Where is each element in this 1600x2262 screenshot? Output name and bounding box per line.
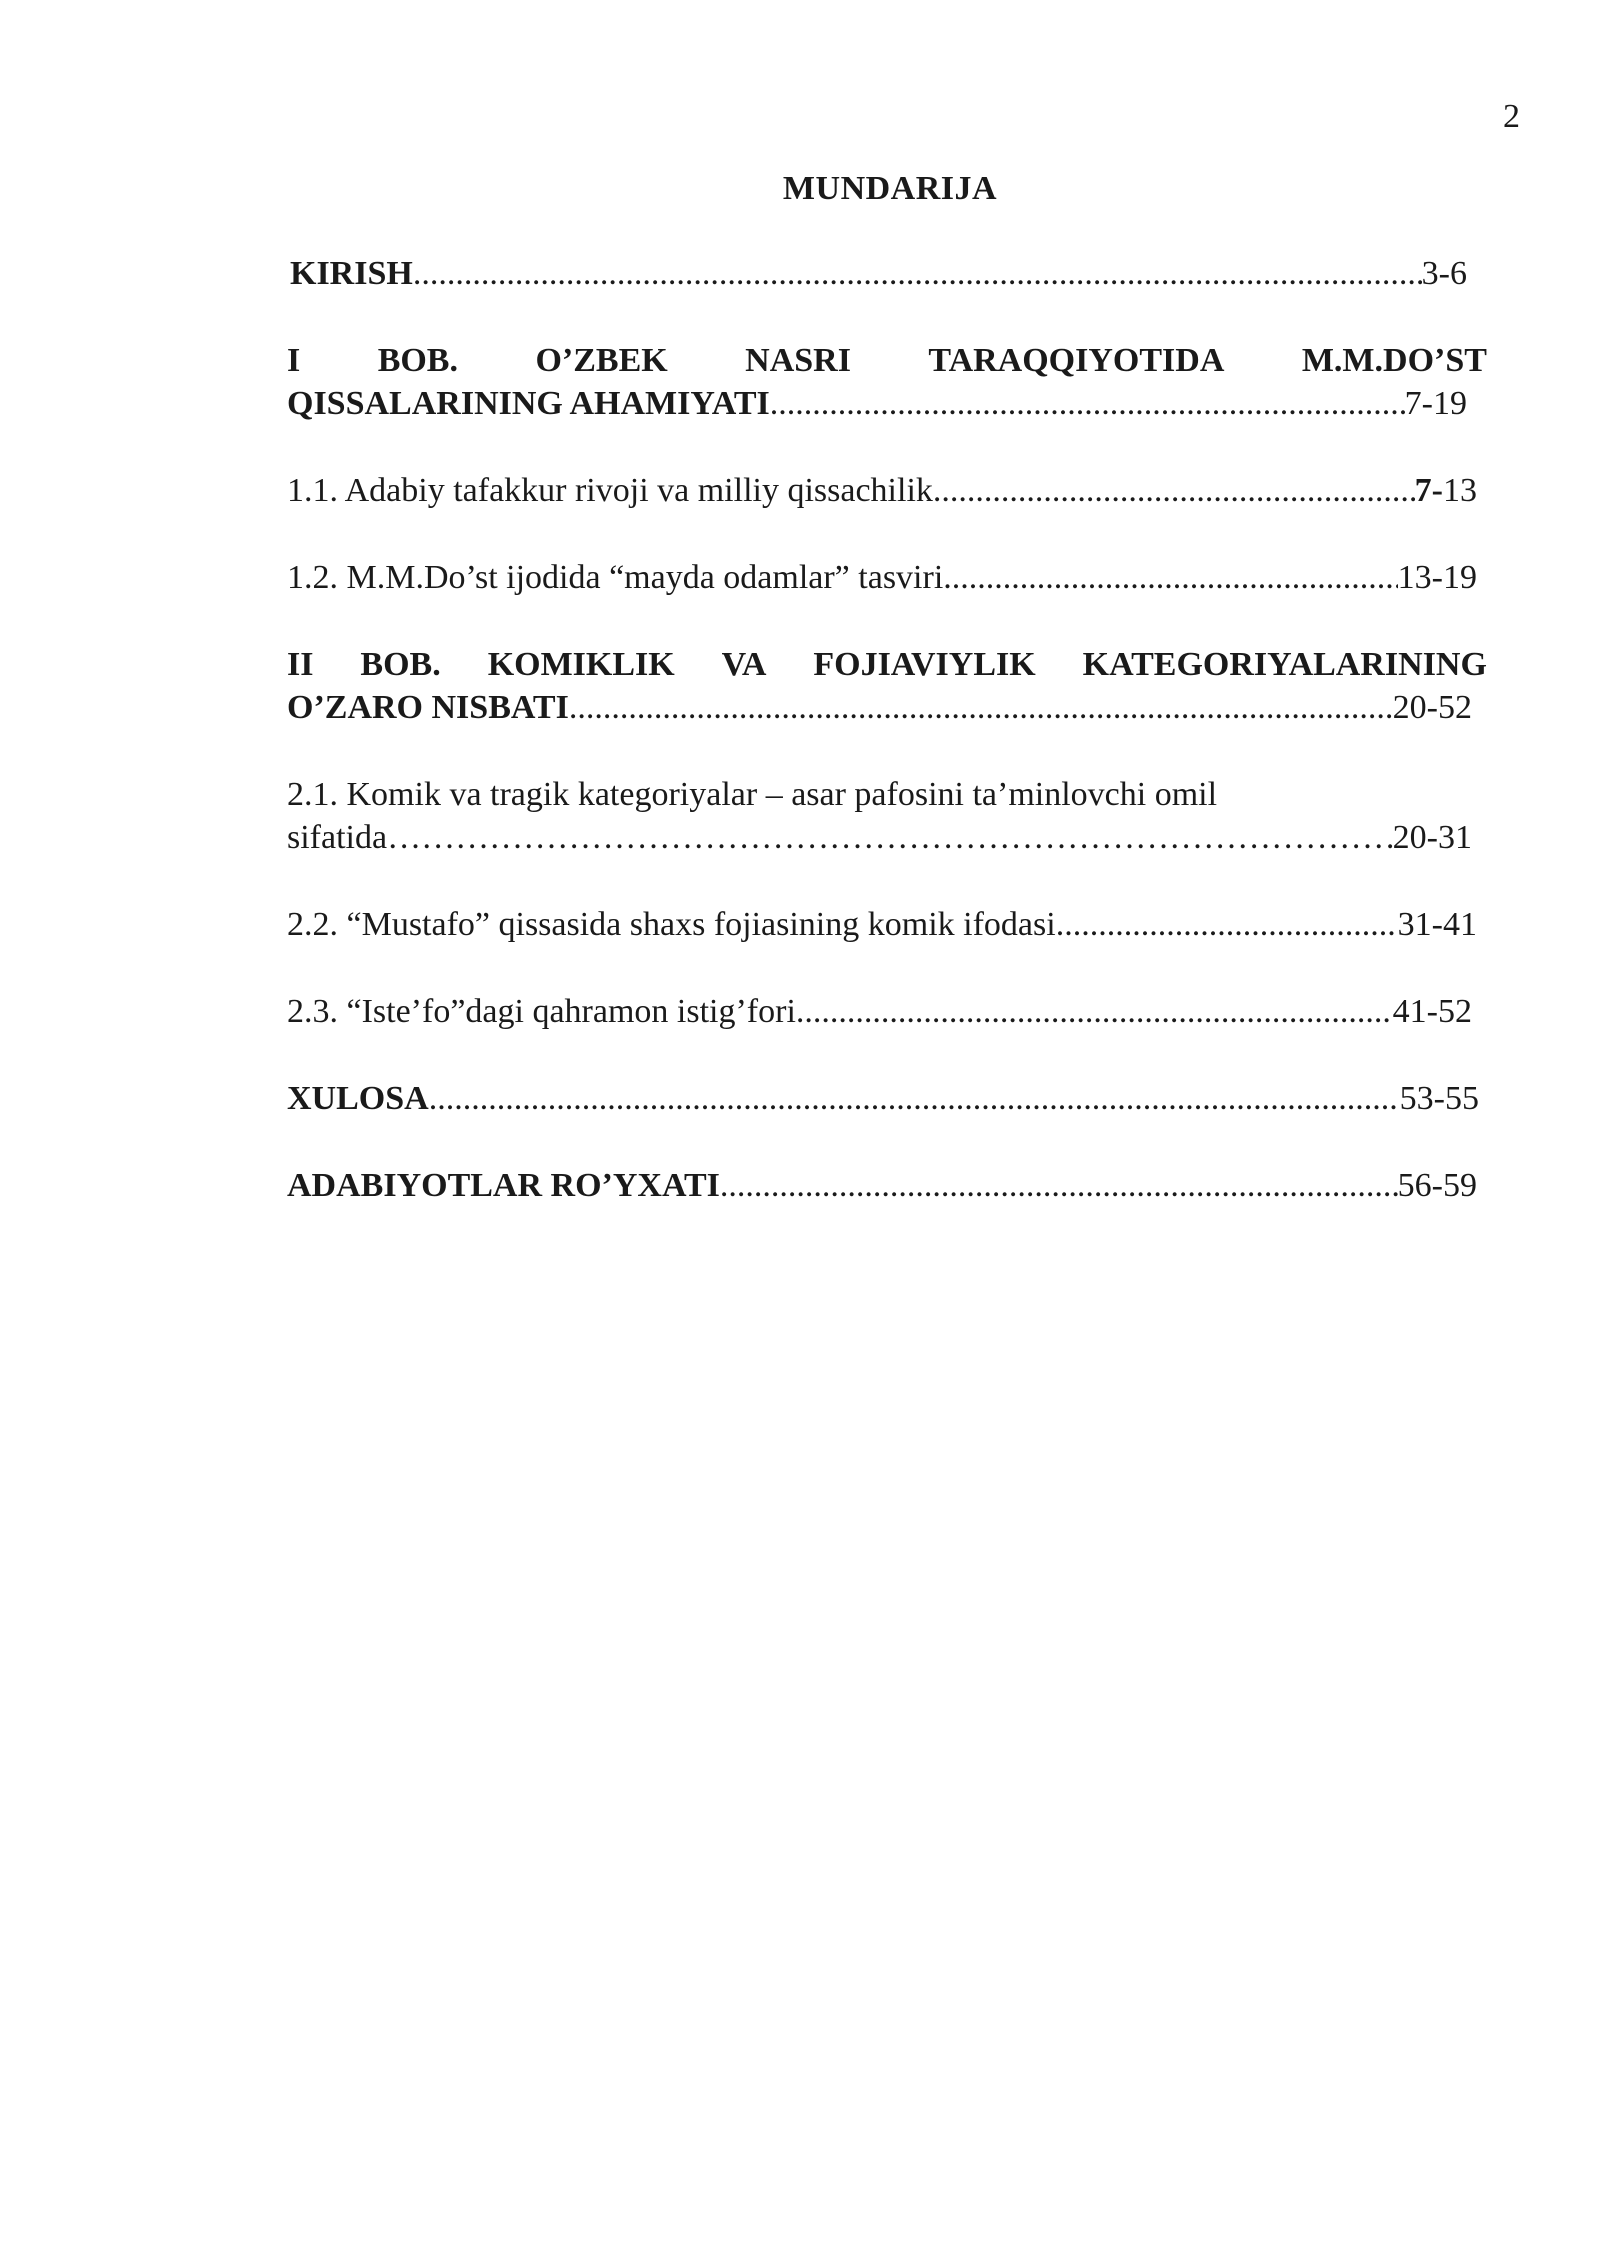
toc-label: QISSALARINING AHAMIYATI: [287, 385, 770, 422]
dot-leader: [413, 252, 1422, 295]
heading-word: M.M.DO’ST: [1301, 342, 1487, 379]
toc-pages: 56-59: [1397, 1167, 1477, 1204]
toc-pages: 31-41: [1397, 906, 1477, 943]
page-title: MUNDARIJA: [782, 170, 998, 207]
toc-label: sifatida: [287, 819, 388, 856]
dot-leader: [1056, 903, 1398, 946]
heading-word: KOMIKLIK: [487, 646, 675, 683]
toc-entry-1-1: [287, 469, 1477, 512]
toc-entry-bob2: [287, 643, 1487, 729]
toc-pages: 7-19: [1404, 385, 1467, 422]
toc-label: 2.1. Komik va tragik kategoriyalar – asar pafosini ta’minlovchi omil: [287, 776, 1218, 813]
heading-word: FOJIAVIYLIK: [813, 646, 1036, 683]
toc-label: ADABIYOTLAR RO’YXATI: [287, 1167, 720, 1204]
toc-label: 1.1. Adabiy tafakkur rivoji va milliy qissachilik: [287, 472, 933, 509]
heading-word: NASRI: [745, 342, 851, 379]
toc-label: XULOSA: [287, 1080, 429, 1117]
dot-leader: [720, 1164, 1398, 1207]
dot-leader: [770, 382, 1405, 425]
dot-leader: [933, 469, 1415, 512]
heading-word: BOB.: [377, 342, 458, 379]
dot-leader: [796, 990, 1393, 1033]
table-of-contents: [287, 252, 1487, 1251]
toc-pages-rest: 13: [1443, 472, 1477, 509]
toc-pages: 20-52: [1392, 689, 1472, 726]
heading-word: BOB.: [360, 646, 441, 683]
toc-label: O’ZARO NISBATI: [287, 689, 569, 726]
toc-label: KIRISH: [290, 255, 413, 292]
toc-entry-kirish: [287, 252, 1467, 295]
toc-pages-bold: 7-: [1414, 472, 1443, 509]
toc-pages: 20-31: [1392, 819, 1472, 856]
toc-pages: [1415, 469, 1477, 512]
toc-heading-line: [287, 643, 1487, 686]
dot-leader: [943, 556, 1397, 599]
toc-label: 2.3. “Iste’fo”dagi qahramon istig’fori: [287, 993, 796, 1030]
toc-pages: 41-52: [1392, 993, 1472, 1030]
toc-entry-2-2: [287, 903, 1477, 946]
toc-pages: 3-6: [1421, 255, 1467, 292]
dot-leader: [387, 816, 1393, 859]
dot-leader: [429, 1077, 1400, 1120]
toc-entry-1-2: [287, 556, 1477, 599]
heading-word: TARAQQIYOTIDA: [928, 342, 1225, 379]
page-number: 2: [1503, 98, 1520, 135]
toc-pages: 53-55: [1399, 1080, 1479, 1117]
toc-pages: 13-19: [1397, 559, 1477, 596]
dot-leader: [569, 686, 1393, 729]
heading-word: O’ZBEK: [535, 342, 668, 379]
heading-word: II: [287, 646, 314, 683]
heading-word: VA: [721, 646, 767, 683]
toc-heading-line: [287, 339, 1487, 382]
toc-label: 1.2. M.M.Do’st ijodida “mayda odamlar” tasviri: [287, 559, 944, 596]
toc-entry-xulosa: [287, 1077, 1479, 1120]
toc-entry-adabiyotlar: [287, 1164, 1477, 1207]
toc-entry-bob1: [287, 339, 1487, 425]
toc-entry-2-3: [287, 990, 1472, 1033]
toc-label: 2.2. “Mustafo” qissasida shaxs fojiasining komik ifodasi: [287, 906, 1056, 943]
heading-word: I: [287, 342, 301, 379]
heading-word: KATEGORIYALARINING: [1082, 646, 1487, 683]
toc-entry-2-1: [287, 773, 1472, 859]
